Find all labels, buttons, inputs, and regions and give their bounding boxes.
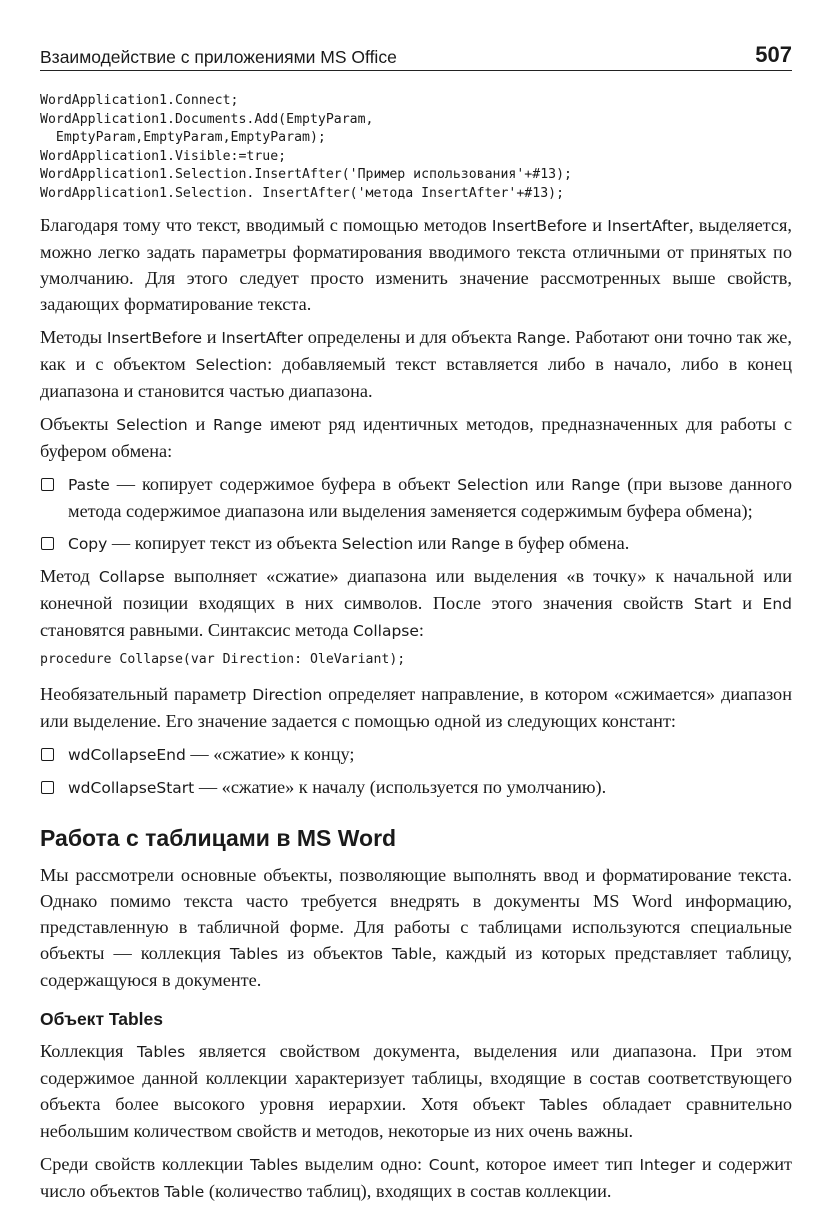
code-term: InsertBefore (491, 216, 588, 235)
list-item: Paste — копирует содержимое буфера в объект Selection или Range (при вызове данного метода содержимое диапазона или выделения заменяется содержимым буфера обмена); (40, 471, 792, 524)
code-term: Tables (249, 1156, 299, 1175)
running-header (40, 40, 792, 68)
code-term: Selection (116, 415, 188, 434)
paragraph: Методы InsertBefore и InsertAfter определены и для объекта Range. Работают они точно так же, как и с объектом Selection: добавляемый текст вставляется либо в начало, либо в конец диапазона и становится частью диапазона. (40, 326, 792, 401)
paragraph: Коллекция Tables является свойством документа, выделения или диапазона. При этом содержимое данной коллекции характеризует таблицы, входящие в состав соответствующего объекта более высокого уровня иерархии. Хотя объект Tables обладает сравнительно небольшим количеством свойств и методов, некоторые из них очень важны. (40, 1041, 792, 1142)
code-listing (40, 92, 792, 204)
code-term: Count (428, 1156, 475, 1175)
code-line: WordApplication1.Visible:=true; (40, 148, 287, 164)
header-rule (40, 70, 792, 71)
code-syntax: procedure Collapse(var Direction: OleVariant); (40, 651, 406, 667)
paragraph: Объекты Selection и Range имеют ряд идентичных методов, предназначенных для работы с буфером обмена: (40, 413, 792, 461)
code-term: Selection (457, 475, 529, 494)
code-term: wdCollapseEnd (68, 746, 186, 765)
code-term: Direction (252, 686, 323, 705)
running-title: Взаимодействие с приложениями MS Office (40, 47, 397, 67)
checkbox-bullet-icon (41, 781, 54, 794)
code-term: InsertAfter (221, 328, 304, 347)
page-number: 507 (755, 42, 792, 67)
section-heading: Работа с таблицами в MS Word (40, 825, 397, 852)
checkbox-bullet-icon (41, 748, 54, 761)
paragraph: Мы рассмотрели основные объекты, позволяющие выполнять ввод и форматирование текста. Однако помимо текста часто требуется внедрять в документы MS Word информацию, представленную в табличной форме. Для работы с таблицами используются специальные объекты — коллекция Tables из объектов Table, каждый из которых представляет таблицу, содержащуюся в документе. (40, 865, 792, 991)
code-term: Range (571, 475, 621, 494)
code-line: WordApplication1.Connect; (40, 93, 239, 108)
code-term: Paste (68, 475, 110, 494)
list-item: Copy — копирует текст из объекта Selection или Range в буфер обмена. (40, 530, 792, 557)
code-term: wdCollapseStart (68, 779, 195, 798)
code-term: End (762, 594, 792, 613)
code-term: Table (164, 1183, 205, 1202)
paragraph: Среди свойств коллекции Tables выделим одно: Count, которое имеет тип Integer и содержит число объектов Table (количество таблиц), входящих в состав коллекции. (40, 1154, 792, 1202)
checkbox-bullet-icon (41, 478, 54, 491)
code-term: Collapse (98, 567, 165, 586)
code-term: Range (516, 328, 566, 347)
code-term: Copy (68, 534, 108, 553)
paragraph: Метод Collapse выполняет «сжатие» диапазона или выделения «в точку» к начальной или конечной позиции входящих в них символов. После этого значения свойств Start и End становятся равными. Синтаксис метода Collapse: (40, 565, 792, 640)
code-term: Start (693, 594, 732, 613)
paragraph: Благодаря тому что текст, вводимый с помощью методов InsertBefore и InsertAfter, выделяется, можно легко задать параметры форматирования вводимого текста отличными от принятых по умолчанию. Для этого следует просто изменить значение рассмотренных выше свойств, задающих форматирование текста. (40, 214, 792, 314)
code-line: WordApplication1.Selection. InsertAfter('метода InsertAfter'+#13); (40, 185, 565, 201)
code-term: Tables (137, 1043, 186, 1062)
list-item: wdCollapseEnd — «сжатие» к концу; (40, 741, 792, 768)
code-term: Selection (341, 534, 414, 553)
code-term: Selection (195, 355, 268, 374)
subsection-heading: Объект Tables (40, 1009, 164, 1030)
code-term: Collapse (353, 621, 419, 640)
page-content (40, 92, 792, 1212)
code-term: Range (213, 415, 263, 434)
code-term: Range (451, 534, 501, 553)
code-term: Tables (539, 1096, 588, 1115)
code-term: Table (391, 945, 432, 964)
checkbox-bullet-icon (41, 537, 54, 550)
code-term: Tables (229, 945, 279, 964)
code-term: InsertAfter (607, 216, 689, 235)
code-line: EmptyParam,EmptyParam,EmptyParam); (40, 130, 326, 146)
code-line: WordApplication1.Documents.Add(EmptyParam, (40, 111, 374, 127)
code-term: InsertBefore (106, 328, 202, 347)
code-term: Integer (639, 1156, 696, 1175)
list-item: wdCollapseStart — «сжатие» к началу (используется по умолчанию). (40, 774, 792, 801)
code-line: WordApplication1.Selection.InsertAfter('Пример использования'+#13); (40, 167, 572, 183)
paragraph: Необязательный параметр Direction определяет направление, в котором «сжимается» диапазон или выделение. Его значение задается с помощью одной из следующих констант: (40, 684, 792, 732)
